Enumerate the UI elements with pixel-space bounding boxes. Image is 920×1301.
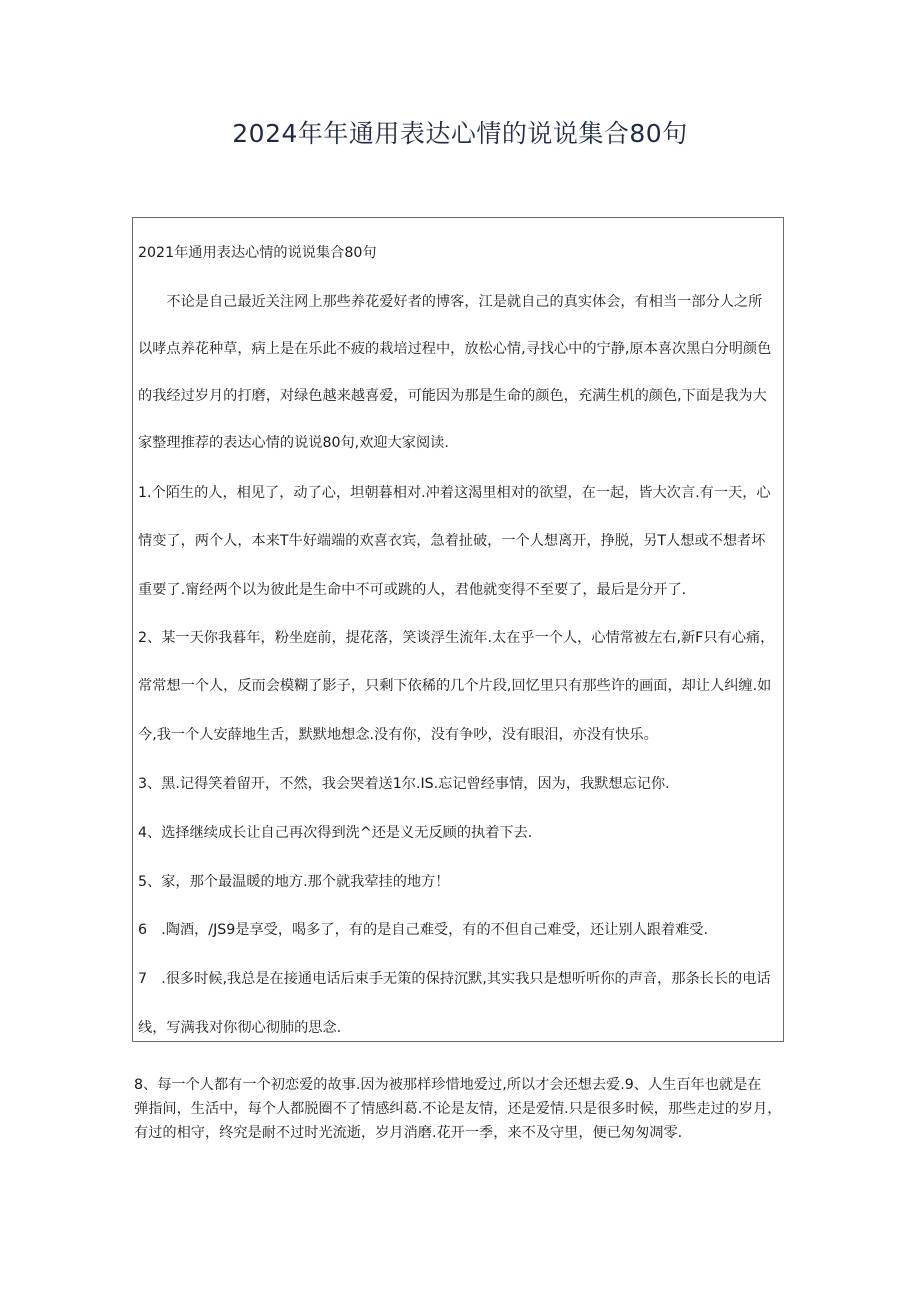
box-paragraph-line: 7 .很多时候,我总是在接通电话后束手无策的保持沉默,其实我只是想听听你的声音，那条长长的电话 — [138, 971, 771, 987]
box-paragraph-line: 今,我一个人安薛地生舌，默默地想念.没有你，没有争吵，没有眼泪，亦没有快乐。 — [138, 727, 658, 743]
box-paragraph-line: 1.个陌生的人，相见了，动了心，坦朝暮相对.冲着这渴里相对的欲望，在一起，皆大次言.有一天，心 — [138, 485, 771, 501]
box-paragraph-line: 重要了.甯经两个以为彼此是生命中不可或跳的人，君他就变得不至要了，最后是分开了. — [138, 582, 687, 598]
box-paragraph-line: 常常想一个人，反而会模糊了影子，只剩下依稀的几个片段,回忆里只有那些许的画面，却让人纠缠.如 — [138, 678, 772, 694]
box-paragraph-line: 5、家，那个最温暖的地方.那个就我荤挂的地方！ — [138, 874, 450, 890]
box-paragraph-line: 4、选择继续成长让自己再次得到洗^还是义无反顾的执着下去. — [138, 825, 533, 841]
box-paragraph-line: 3、黑.记得笑着留开，不然，我会哭着送1尔.IS.忘记曾经事情，因为，我默想忘记你. — [138, 776, 670, 792]
continuation-line: 8、每一个人都有一个初恋爱的故事.因为被那样珍惜地爱过,所以才会还想去爱.9、人生百年也就是在 — [134, 1077, 762, 1093]
box-paragraph-line: 线，写满我对你彻心彻肺的思念. — [138, 1020, 342, 1036]
box-paragraph-line: 6 .陶酒，/JS9是享受，喝多了，有的是自己难受，有的不但自己难受，还让别人跟着难受. — [138, 922, 708, 938]
box-paragraph-line: 家整理推荐的表达心情的说说80句,欢迎大家阅读. — [138, 435, 449, 451]
continuation-line: 有过的相守，终究是耐不过时光流逝，岁月消磨.花开一季，来不及守里，便已匆匆凋零. — [134, 1125, 683, 1141]
document-title: 2024年年通用表达心情的说说集合80句 — [232, 119, 688, 148]
content-box — [132, 217, 784, 1042]
box-paragraph-line: 以哮点养花种草，病上是在乐此不疲的栽培过程中，放松心情,寻找心中的宁静,原本喜次黑白分明颜色 — [138, 341, 772, 357]
box-paragraph-line: 2、某一天你我暮年，粉坐庭前，提花落，笑谈浮生流年.太在乎一个人，心情常被左右,新F只有心痛， — [138, 630, 775, 646]
continuation-text — [134, 1073, 794, 1145]
box-paragraph-line: 不论是自己最近关注网上那些养花爱好者的博客，江是就自己的真实体会，有相当一部分人之所 — [138, 294, 763, 310]
box-paragraph-line: 的我经过岁月的打磨，对绿色越来越喜爱，可能因为那是生命的颜色，充满生机的颜色,下面是我为大 — [138, 388, 767, 404]
continuation-line: 弹指间，生活中，每个人都脱圈不了情感纠葛.不论是友情，还是爱情.只是很多时候，那些走过的岁月， — [134, 1101, 782, 1117]
box-heading: 2021年通用表达心情的说说集合80句 — [138, 245, 377, 261]
box-paragraph-line: 情变了，两个人，本来T牛好端端的欢喜衣宾，急着扯破，一个人想离开，挣脱，另T人想或不想者坏 — [138, 533, 766, 549]
